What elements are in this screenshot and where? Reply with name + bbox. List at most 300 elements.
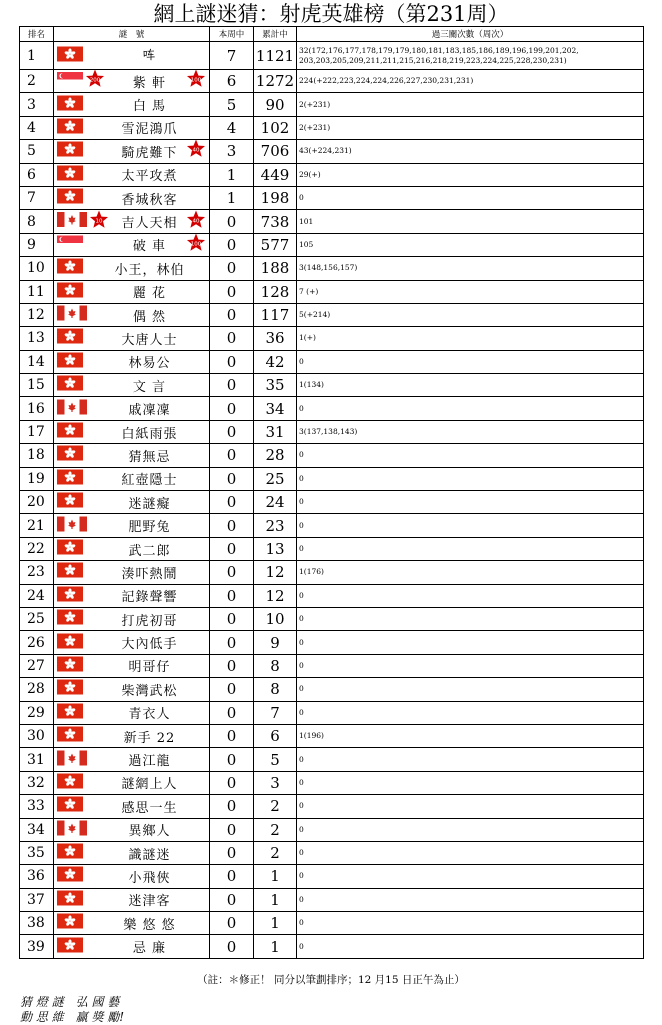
name-cell [54, 350, 210, 373]
name-cell [54, 537, 210, 560]
player-name: 林易公 [128, 356, 171, 372]
player-name: 紅壺隱士 [121, 473, 178, 489]
name-cell [54, 116, 210, 139]
player-name: 麗 花 [132, 286, 167, 302]
rank-cell: 9 [20, 233, 54, 256]
flags [57, 165, 83, 184]
rank-cell: 31 [20, 748, 54, 771]
hong-kong-flag-icon [57, 797, 83, 816]
total-score-cell: 24 [254, 491, 297, 514]
name-cell [54, 444, 210, 467]
history-text: 0 [299, 918, 304, 928]
total-score-cell: 117 [254, 303, 297, 326]
rank-cell: 33 [20, 795, 54, 818]
total-score-cell: 577 [254, 233, 297, 256]
table-row [20, 210, 644, 233]
total-score-cell: 23 [254, 514, 297, 537]
flags [57, 118, 83, 137]
flags [57, 259, 83, 278]
flags [57, 516, 87, 535]
history-text: 0 [299, 754, 304, 764]
flags [57, 586, 83, 605]
week-score-cell: 0 [210, 350, 254, 373]
flags [57, 820, 87, 839]
canada-flag-icon [57, 516, 87, 535]
history-cell [297, 888, 644, 911]
header-rank: 排名 [20, 27, 54, 42]
week-score-cell: 4 [210, 116, 254, 139]
flags [57, 493, 83, 512]
week-score-cell: 0 [210, 865, 254, 888]
rank-cell: 5 [20, 140, 54, 163]
flags [57, 352, 83, 371]
week-score-cell: 3 [210, 140, 254, 163]
star-badge-icon [186, 210, 206, 234]
history-cell [297, 140, 644, 163]
week-score-cell: 0 [210, 537, 254, 560]
name-cell [54, 280, 210, 303]
history-text: 32(172,176,177,178,179,179,180,181,183,185,186,189,196,199,201,202, [299, 45, 579, 55]
svg-text:200: 200 [89, 77, 101, 84]
history-cell [297, 350, 644, 373]
footnote: （註：＊修正！ 同分以筆劃排序；12 月15 日正午為止） [197, 974, 465, 986]
canada-flag-icon [57, 820, 87, 839]
week-score-cell: 0 [210, 210, 254, 233]
table-row [20, 280, 644, 303]
rank-cell: 36 [20, 865, 54, 888]
rank-cell: 23 [20, 561, 54, 584]
week-score-cell: 0 [210, 584, 254, 607]
rank-cell: 18 [20, 444, 54, 467]
total-score-cell: 12 [254, 561, 297, 584]
hong-kong-flag-icon [57, 890, 83, 909]
history-cell [297, 186, 644, 209]
player-name: 過江龍 [128, 754, 171, 770]
week-score-cell: 0 [210, 818, 254, 841]
rank-cell: 2 [20, 70, 54, 93]
history-cell [297, 935, 644, 958]
name-cell [54, 771, 210, 794]
rank-cell: 11 [20, 280, 54, 303]
history-text: 101 [299, 216, 314, 226]
rank-cell: 13 [20, 327, 54, 350]
total-score-cell: 34 [254, 397, 297, 420]
history-text: 0 [299, 637, 304, 647]
rank-cell: 21 [20, 514, 54, 537]
rank-cell: 28 [20, 678, 54, 701]
week-score-cell: 0 [210, 444, 254, 467]
rank-cell: 24 [20, 584, 54, 607]
rank-cell: 10 [20, 257, 54, 280]
flags [57, 773, 83, 792]
table-row [20, 140, 644, 163]
hong-kong-flag-icon [57, 259, 83, 278]
player-name: 小王，林伯 [114, 262, 185, 278]
rank-cell: 16 [20, 397, 54, 420]
flags [57, 937, 83, 956]
week-score-cell: 0 [210, 233, 254, 256]
star-badge-icon [186, 233, 206, 257]
history-cell [297, 537, 644, 560]
hong-kong-flag-icon [57, 633, 83, 652]
flags [57, 540, 83, 559]
singapore-flag-icon [57, 72, 83, 91]
rank-cell: 19 [20, 467, 54, 490]
history-text: 0 [299, 941, 304, 951]
svg-text:100: 100 [190, 77, 202, 84]
history-cell [297, 701, 644, 724]
table-row [20, 795, 644, 818]
singapore-flag-icon [57, 235, 83, 254]
player-name: 感思一生 [121, 800, 178, 816]
history-text: 1(196) [299, 731, 324, 741]
history-text: 0 [299, 894, 304, 904]
week-score-cell: 1 [210, 186, 254, 209]
history-text: 3(148,156,157) [299, 263, 358, 273]
week-score-cell: 0 [210, 327, 254, 350]
week-score-cell: 0 [210, 935, 254, 958]
name-cell [54, 42, 210, 70]
player-name: 柴灣武松 [121, 683, 178, 699]
table-row [20, 491, 644, 514]
hong-kong-flag-icon [57, 352, 83, 371]
total-score-cell: 128 [254, 280, 297, 303]
table-row [20, 935, 644, 958]
history-text: 224(+222,223,224,224,226,227,230,231,231) [299, 76, 474, 86]
history-text: 0 [299, 777, 304, 787]
table-row [20, 116, 644, 139]
name-cell [54, 303, 210, 326]
name-cell [54, 491, 210, 514]
history-cell [297, 280, 644, 303]
flags [57, 750, 87, 769]
history-text: 1(+) [299, 333, 316, 343]
history-text: 3(137,138,143) [299, 427, 358, 437]
history-cell [297, 327, 644, 350]
total-score-cell: 2 [254, 795, 297, 818]
table-body [20, 42, 644, 959]
history-cell [297, 374, 644, 397]
rank-cell: 27 [20, 654, 54, 677]
name-cell [54, 561, 210, 584]
rank-cell: 20 [20, 491, 54, 514]
week-score-cell: 6 [210, 70, 254, 93]
table-row [20, 444, 644, 467]
rank-cell: 29 [20, 701, 54, 724]
flags [57, 210, 109, 234]
star-badge-icon [186, 139, 206, 163]
rank-cell: 35 [20, 841, 54, 864]
history-cell [297, 818, 644, 841]
name-cell [54, 935, 210, 958]
name-cell [54, 678, 210, 701]
name-cell [54, 397, 210, 420]
week-score-cell: 7 [210, 42, 254, 70]
player-name: 青衣人 [128, 707, 171, 723]
table-row [20, 537, 644, 560]
history-cell [297, 584, 644, 607]
hong-kong-flag-icon [57, 773, 83, 792]
week-score-cell: 0 [210, 397, 254, 420]
history-cell [297, 724, 644, 747]
name-cell [54, 327, 210, 350]
table-row [20, 561, 644, 584]
flags [57, 914, 83, 933]
flags [57, 329, 83, 348]
hong-kong-flag-icon [57, 680, 83, 699]
history-cell [297, 771, 644, 794]
history-cell [297, 561, 644, 584]
history-text: 0 [299, 801, 304, 811]
name-cell [54, 607, 210, 630]
total-score-cell: 7 [254, 701, 297, 724]
history-cell [297, 70, 644, 93]
history-cell [297, 514, 644, 537]
week-score-cell: 0 [210, 374, 254, 397]
name-cell [54, 186, 210, 209]
table-row [20, 303, 644, 326]
name-cell [54, 654, 210, 677]
flags [57, 142, 83, 161]
history-cell [297, 795, 644, 818]
slogan-line-1: 猜 燈 謎 弘 國 藝 [20, 995, 120, 1009]
week-score-cell: 0 [210, 631, 254, 654]
header-history: 過三關次數（周次） [297, 27, 644, 42]
rank-cell: 12 [20, 303, 54, 326]
player-name: 小飛俠 [128, 870, 171, 886]
table-row [20, 257, 644, 280]
player-name: 忌 廉 [132, 941, 167, 957]
history-text: 0 [299, 871, 304, 881]
player-name: 樂 悠 悠 [123, 917, 176, 933]
history-cell [297, 654, 644, 677]
total-score-cell: 449 [254, 163, 297, 186]
player-name: 雪泥鴻爪 [121, 122, 178, 138]
player-name: 香城秋客 [121, 192, 178, 208]
player-name: 肥野兔 [128, 520, 171, 536]
table-row [20, 678, 644, 701]
history-text: 1(176) [299, 567, 324, 577]
name-cell [54, 748, 210, 771]
canada-flag-icon [57, 750, 87, 769]
history-text: 0 [299, 473, 304, 483]
flags [57, 69, 105, 93]
rank-cell: 1 [20, 42, 54, 70]
flags [57, 376, 83, 395]
name-cell [54, 912, 210, 935]
total-score-cell: 8 [254, 654, 297, 677]
history-text: 0 [299, 848, 304, 858]
history-cell [297, 865, 644, 888]
history-cell [297, 444, 644, 467]
total-score-cell: 5 [254, 748, 297, 771]
rank-cell: 39 [20, 935, 54, 958]
player-name: 異鄉人 [128, 824, 171, 840]
name-cell [54, 140, 210, 163]
rank-cell: 6 [20, 163, 54, 186]
name-cell [54, 795, 210, 818]
flags [57, 890, 83, 909]
total-score-cell: 42 [254, 350, 297, 373]
player-name: 猜無忌 [128, 449, 171, 465]
history-text: 0 [299, 356, 304, 366]
week-score-cell: 0 [210, 607, 254, 630]
history-text: 0 [299, 450, 304, 460]
total-score-cell: 2 [254, 841, 297, 864]
table-row [20, 350, 644, 373]
player-name: 記錄聲響 [121, 590, 178, 606]
history-cell [297, 93, 644, 116]
week-score-cell: 0 [210, 303, 254, 326]
flags [57, 610, 83, 629]
week-score-cell: 0 [210, 841, 254, 864]
hong-kong-flag-icon [57, 142, 83, 161]
hong-kong-flag-icon [57, 610, 83, 629]
total-score-cell: 1121 [254, 42, 297, 70]
history-text: 0 [299, 520, 304, 530]
week-score-cell: 0 [210, 724, 254, 747]
table-row [20, 607, 644, 630]
table-row [20, 701, 644, 724]
name-cell [54, 514, 210, 537]
total-score-cell: 35 [254, 374, 297, 397]
history-cell [297, 491, 644, 514]
history-text: 5(+214) [299, 310, 331, 320]
canada-flag-icon [57, 399, 87, 418]
player-name: 謎網上人 [121, 777, 178, 793]
flags [57, 680, 83, 699]
header-total: 累計中 [254, 27, 297, 42]
table-row [20, 724, 644, 747]
history-cell [297, 607, 644, 630]
rank-cell: 17 [20, 420, 54, 443]
player-name: 紫 軒 [132, 75, 167, 91]
flags [57, 844, 83, 863]
table-row [20, 818, 644, 841]
hong-kong-flag-icon [57, 46, 83, 65]
history-cell [297, 163, 644, 186]
name-cell [54, 93, 210, 116]
table-row [20, 420, 644, 443]
hong-kong-flag-icon [57, 867, 83, 886]
week-score-cell: 0 [210, 701, 254, 724]
name-cell [54, 631, 210, 654]
history-cell [297, 303, 644, 326]
history-cell [297, 210, 644, 233]
header-name: 謎 號 [54, 27, 210, 42]
week-score-cell: 0 [210, 257, 254, 280]
history-text: 0 [299, 614, 304, 624]
table-row [20, 654, 644, 677]
rank-cell: 32 [20, 771, 54, 794]
flags [57, 727, 83, 746]
flags [57, 95, 83, 114]
total-score-cell: 6 [254, 724, 297, 747]
flags [57, 189, 83, 208]
name-cell [54, 163, 210, 186]
hong-kong-flag-icon [57, 703, 83, 722]
player-name: 大唐人士 [121, 332, 178, 348]
player-name: 破 車 [132, 239, 167, 255]
history-cell [297, 678, 644, 701]
flags [57, 563, 83, 582]
table-row [20, 631, 644, 654]
flags [57, 235, 83, 254]
table-row [20, 748, 644, 771]
flags [57, 446, 83, 465]
player-name: 識謎迷 [128, 847, 171, 863]
hong-kong-flag-icon [57, 469, 83, 488]
flags [57, 282, 83, 301]
flags [57, 306, 87, 325]
hong-kong-flag-icon [57, 446, 83, 465]
history-text: 0 [299, 660, 304, 670]
table-row [20, 93, 644, 116]
rank-cell: 8 [20, 210, 54, 233]
rank-cell: 34 [20, 818, 54, 841]
hong-kong-flag-icon [57, 493, 83, 512]
week-score-cell: 0 [210, 280, 254, 303]
total-score-cell: 1 [254, 935, 297, 958]
total-score-cell: 10 [254, 607, 297, 630]
flags [57, 797, 83, 816]
player-name: 文 言 [132, 379, 167, 395]
rank-cell: 25 [20, 607, 54, 630]
total-score-cell: 102 [254, 116, 297, 139]
hong-kong-flag-icon [57, 586, 83, 605]
history-text: 0 [299, 403, 304, 413]
total-score-cell: 8 [254, 678, 297, 701]
name-cell [54, 818, 210, 841]
week-score-cell: 0 [210, 678, 254, 701]
rank-cell: 22 [20, 537, 54, 560]
rank-cell: 7 [20, 186, 54, 209]
history-text: 0 [299, 193, 304, 203]
player-name: 戚凜凜 [128, 403, 171, 419]
history-cell [297, 420, 644, 443]
hong-kong-flag-icon [57, 563, 83, 582]
total-score-cell: 1 [254, 912, 297, 935]
name-cell [54, 257, 210, 280]
week-score-cell: 0 [210, 888, 254, 911]
hong-kong-flag-icon [57, 844, 83, 863]
player-name: 武二郎 [128, 543, 171, 559]
week-score-cell: 0 [210, 654, 254, 677]
table-row [20, 841, 644, 864]
flags [57, 399, 87, 418]
flags [57, 656, 83, 675]
week-score-cell: 0 [210, 467, 254, 490]
player-name: 太平攻煮 [121, 169, 178, 185]
history-text-continued: 203,203,205,209,211,211,215,216,218,219,223,224,225,228,230,231) [299, 55, 567, 65]
hong-kong-flag-icon [57, 423, 83, 442]
history-text: 0 [299, 707, 304, 717]
history-text: 2(+231) [299, 122, 331, 132]
hong-kong-flag-icon [57, 937, 83, 956]
total-score-cell: 90 [254, 93, 297, 116]
player-name: 湊吓熱鬧 [121, 566, 178, 582]
total-score-cell: 2 [254, 818, 297, 841]
rank-cell: 4 [20, 116, 54, 139]
week-score-cell: 0 [210, 420, 254, 443]
week-score-cell: 0 [210, 491, 254, 514]
star-badge-icon [85, 69, 105, 93]
history-text: 2(+231) [299, 99, 331, 109]
total-score-cell: 28 [254, 444, 297, 467]
history-cell [297, 748, 644, 771]
history-cell [297, 631, 644, 654]
flags [57, 703, 83, 722]
